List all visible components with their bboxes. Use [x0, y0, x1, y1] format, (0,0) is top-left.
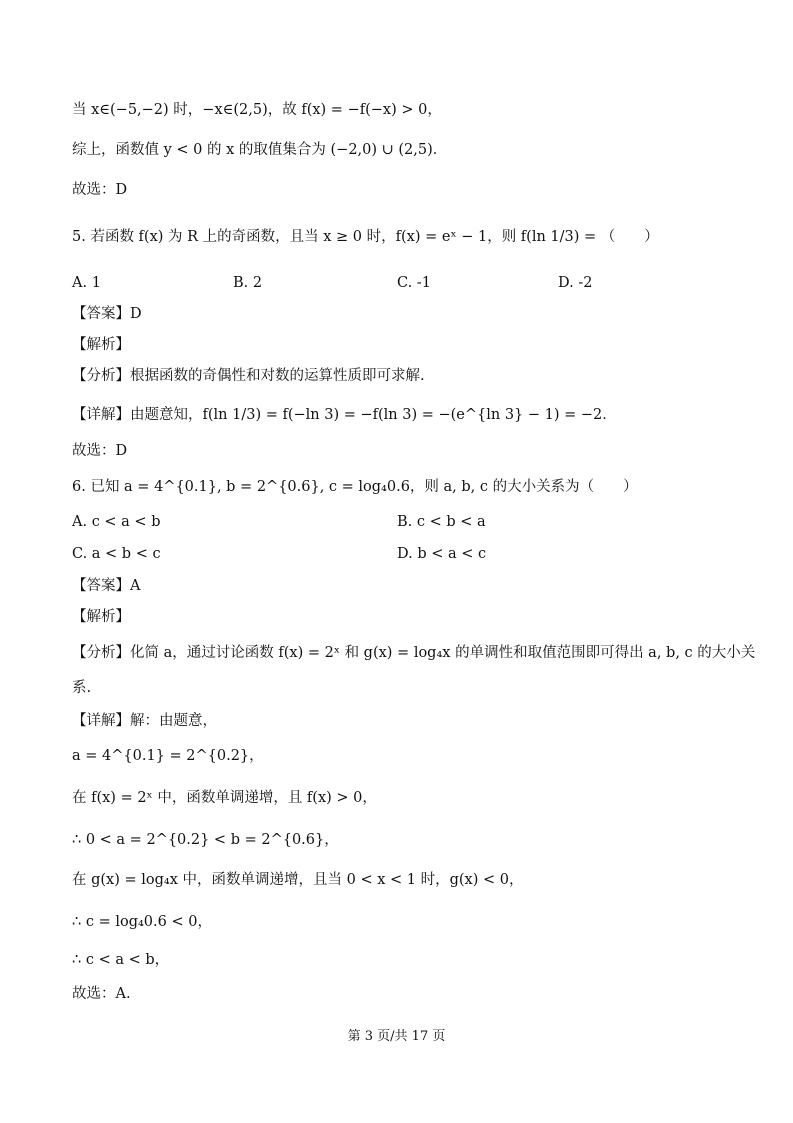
text-line: 在 g(x) = log₄x 中，函数单调递增，且当 0 < x < 1 时，g(x) < 0， [72, 872, 524, 888]
page-footer: 第 3 页/共 17 页 [347, 1029, 446, 1044]
analysis-text: 【分析】根据函数的奇偶性和对数的运算性质即可求解. [72, 368, 425, 384]
q5-option-d: D. -2 [558, 275, 593, 291]
analysis-label: 【解析】 [72, 337, 130, 353]
math-line: ∴ c = log₄0.6 < 0， [72, 914, 212, 930]
analysis-text-cont: 系. [72, 680, 92, 696]
question-6: 6. 已知 a = 4^{0.1}, b = 2^{0.6}, c = log₄0.6，则 a, b, c 的大小关系为（ ） [72, 479, 638, 495]
q6-option-a: A. c < a < b [72, 514, 161, 530]
text-line: 综上，函数值 y < 0 的 x 的取值集合为 (−2,0) ∪ (2,5)． [72, 142, 448, 158]
text-line: 在 f(x) = 2ˣ 中，函数单调递增，且 f(x) > 0， [72, 790, 377, 806]
text-line: 故选：D [72, 443, 128, 459]
question-5: 5. 若函数 f(x) 为 R 上的奇函数，且当 x ≥ 0 时，f(x) = eˣ − 1，则 f(ln 1/3) = （ ） [72, 229, 659, 245]
q6-option-d: D. b < a < c [397, 546, 487, 562]
analysis-label: 【解析】 [72, 609, 130, 625]
analysis-text: 【分析】化简 a，通过讨论函数 f(x) = 2ˣ 和 g(x) = log₄x 的单调性和取值范围即可得出 a, b, c 的大小关 [72, 645, 756, 661]
text-line: 故选：D [72, 182, 128, 198]
q6-option-c: C. a < b < c [72, 546, 161, 562]
detail-label: 【详解】解：由题意， [72, 713, 217, 729]
answer-label: 【答案】D [72, 306, 142, 322]
answer-label: 【答案】A [72, 578, 141, 594]
detail-text: 【详解】由题意知，f(ln 1/3) = f(−ln 3) = −f(ln 3) = −(e^{ln 3} − 1) = −2． [72, 407, 617, 423]
q5-option-c: C. -1 [397, 275, 431, 291]
math-line: ∴ 0 < a = 2^{0.2} < b = 2^{0.6}， [72, 832, 339, 848]
text-line: 当 x∈(−5,−2) 时，−x∈(2,5)，故 f(x) = −f(−x) > 0， [72, 102, 442, 118]
q5-option-b: B. 2 [233, 275, 263, 291]
math-line: a = 4^{0.1} = 2^{0.2}， [72, 748, 264, 764]
math-line: ∴ c < a < b， [72, 952, 170, 968]
q6-option-b: B. c < b < a [397, 514, 486, 530]
q5-option-a: A. 1 [72, 275, 101, 291]
text-line: 故选：A. [72, 986, 131, 1002]
